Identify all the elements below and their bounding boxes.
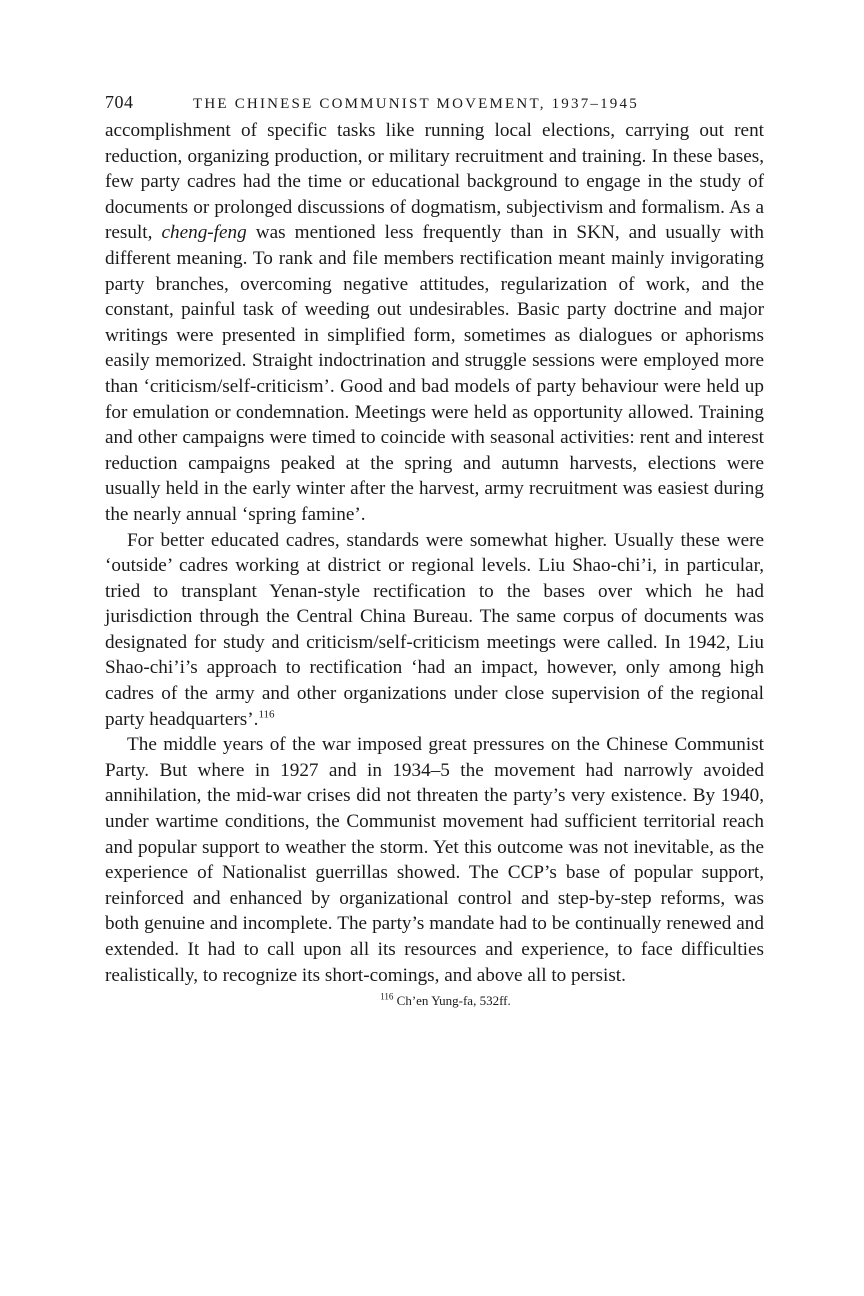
paragraph-1 [105, 118, 764, 528]
page-number: 704 [105, 92, 134, 112]
paragraph-2 [105, 528, 764, 733]
paragraph-3 [105, 732, 764, 988]
running-head [105, 92, 764, 118]
footnote-reference[interactable]: 116 [258, 708, 275, 721]
footnote [105, 992, 764, 1010]
paragraph-3-text: The middle years of the war imposed great pressures on the Chinese Communist Party. But where in 1927 and in 1934–5 the movement had narrowly avoided annihilation, the mid-war crises did not threaten the party’s very existence. By 1940, under wartime conditions, the Communist movement had sufficient territorial reach and popular support to weather the storm. Yet this outcome was not inevitable, as the experience of Nationalist guerrillas showed. The CCP’s base of popular support, reinforced and enhanced by organizational control and step-by-step reforms, was both genuine and incomplete. The party’s mandate had to be continually renewed and extended. It had to call upon all its resources and experience, to face difficulties realistically, to recognize its short-comings, and above all to persist. [105, 734, 764, 986]
italic-term: cheng-feng [161, 222, 247, 244]
body-text [105, 118, 764, 988]
footnote-number: 116 [380, 991, 394, 1002]
book-page [105, 92, 764, 1010]
running-title: THE CHINESE COMMUNIST MOVEMENT, 1937–1945 [193, 96, 639, 112]
paragraph-2-text: For better educated cadres, standards were somewhat higher. Usually these were ‘outside’ cadres working at district or regional levels. Liu Shao-chi’i, in particular, tried to transplant Yenan-style rectification to the bases over which he had jurisdiction through the Central China Bureau. The same corpus of documents was designated for study and criticism/self-criticism meetings were called. In 1942, Liu Shao-chi’i’s approach to rectification ‘had an impact, however, only among high cadres of the army and other organizations under close supervision of the regional party headquarters’. [105, 529, 764, 730]
footnote-text: Ch’en Yung-fa, 532ff. [396, 993, 511, 1009]
paragraph-1-text-start: accomplishment of specific tasks like running local elections, carrying out rent reduction, organizing production, or military recruitment and training. In these bases, few party cadres had the time or educational background to engage in the study of documents or prolonged discussions of dogmatism, subjectivism and formalism. As a result, [105, 120, 764, 244]
paragraph-1-text-end: was mentioned less frequently than in SKN, and usually with different meaning. To rank and file members rectification meant mainly invigorating party branches, overcoming negative attitudes, regularization of work, and the constant, painful task of weeding out undesirables. Basic party doctrine and major writings were presented in simplified form, sometimes as dialogues or aphorisms easily memorized. Straight indoctrination and struggle sessions were employed more than ‘criticism/self-criticism’. Good and bad models of party behaviour were held up for emulation or condemnation. Meetings were held as opportunity allowed. Training and other campaigns were timed to coincide with seasonal activities: rent and interest reduction campaigns peaked at the spring and autumn harvests, elections were usually held in the early winter after the harvest, army recruitment was easiest during the nearly annual ‘spring famine’. [105, 222, 764, 525]
